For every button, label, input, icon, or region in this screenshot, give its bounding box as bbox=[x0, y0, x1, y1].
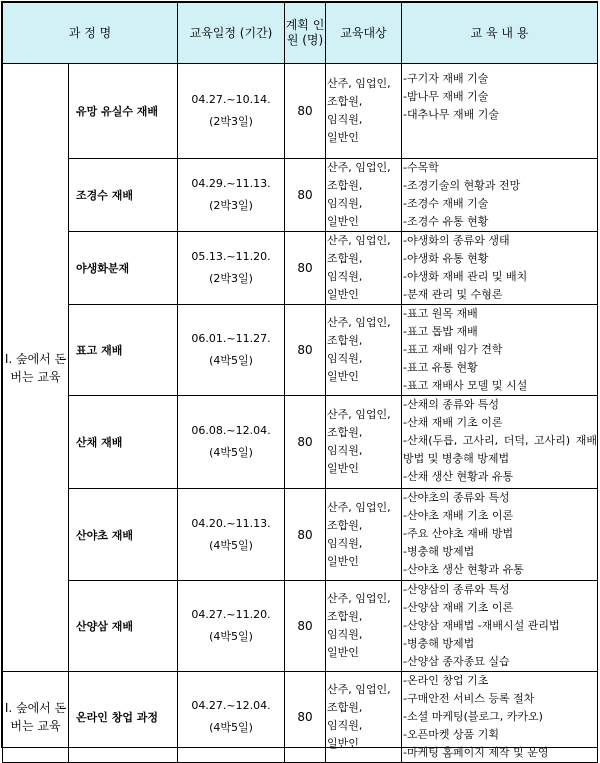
content-line: -수목학 bbox=[403, 161, 439, 174]
schedule-cell bbox=[178, 232, 285, 305]
target-line: 산주, 임업인, bbox=[327, 408, 391, 421]
content-line: -야생화 유통 현황 bbox=[403, 252, 489, 265]
header-row bbox=[3, 3, 598, 64]
content-line: -산야초의 종류와 특성 bbox=[403, 491, 510, 504]
schedule-dates: 04.27.~10.14. bbox=[191, 93, 271, 106]
content-cell bbox=[402, 396, 598, 489]
target-line: 임직원, bbox=[327, 444, 363, 457]
table-row bbox=[3, 396, 598, 489]
capacity-cell: 80 bbox=[285, 489, 326, 581]
content-line: -온라인 창업 기초 bbox=[403, 674, 489, 687]
schedule-dates: 04.20.~11.13. bbox=[191, 516, 271, 530]
content-line: -대추나무 재배 기술 bbox=[403, 108, 499, 121]
target-line: 일반인 bbox=[327, 554, 359, 568]
target-line: 산주, 임업인, bbox=[327, 234, 391, 247]
content-line: -오픈마켓 상품 기획 bbox=[403, 728, 499, 741]
target-line: 임직원, bbox=[327, 719, 363, 732]
target-cell bbox=[326, 396, 402, 489]
target-line: 조합원, bbox=[327, 426, 363, 439]
capacity-cell: 80 bbox=[285, 232, 326, 305]
schedule-dates: 04.27.~11.20. bbox=[191, 608, 271, 621]
target-line: 조합원, bbox=[327, 179, 363, 192]
content-line: -산양삼 종자종묘 실습 bbox=[403, 655, 510, 668]
education-schedule-table bbox=[2, 2, 598, 763]
schedule-duration: (2박3일) bbox=[209, 199, 253, 212]
content-line: -야생화의 종류와 생태 bbox=[403, 234, 510, 247]
content-line: -마케팅 홈페이지 제작 및 운영 bbox=[403, 746, 549, 759]
schedule-duration: (4박5일) bbox=[209, 354, 253, 367]
content-line: -구기자 재배 기술 bbox=[403, 72, 489, 85]
schedule-cell bbox=[178, 581, 285, 672]
target-line: 임직원, bbox=[327, 628, 363, 641]
schedule-dates: 05.13.~11.20. bbox=[191, 250, 271, 263]
target-line: 조합원, bbox=[327, 701, 363, 714]
content-line: -구매안전 서비스 등록 절차 bbox=[403, 692, 535, 705]
target-line: 일반인 bbox=[327, 370, 359, 383]
schedule-duration: (4박5일) bbox=[209, 446, 253, 459]
capacity-cell: 80 bbox=[285, 159, 326, 232]
schedule-cell bbox=[178, 672, 285, 763]
target-line: 조합원, bbox=[327, 252, 363, 265]
course-name: 산야초 재배 bbox=[69, 489, 178, 581]
content-line: -산양삼 재배 기초 이론 bbox=[403, 601, 514, 614]
target-cell bbox=[326, 581, 402, 672]
category-cell: Ⅰ. 숲에서 돈 버는 교육 bbox=[3, 64, 69, 672]
schedule-cell bbox=[178, 489, 285, 581]
target-line: 일반인 bbox=[327, 288, 359, 301]
schedule-cell bbox=[178, 396, 285, 489]
course-name: 유망 유실수 재배 bbox=[69, 64, 178, 159]
header-capacity: 계획 인원 (명) bbox=[285, 3, 326, 64]
content-line: -분재 관리 및 수형론 bbox=[403, 288, 503, 301]
table-row bbox=[3, 159, 598, 232]
capacity-cell: 80 bbox=[285, 581, 326, 672]
content-line: -병충해 방제법 bbox=[403, 545, 475, 558]
schedule-duration: (4박5일) bbox=[209, 721, 253, 734]
content-line: -산양삼의 종류와 특성 bbox=[403, 583, 510, 596]
header-content: 교 육 내 용 bbox=[402, 3, 598, 64]
target-line: 임직원, bbox=[327, 197, 363, 210]
target-cell bbox=[326, 159, 402, 232]
content-line: -병충해 방제법 bbox=[403, 637, 475, 650]
education-schedule-table-frame bbox=[1, 1, 598, 759]
schedule-duration: (4박5일) bbox=[209, 630, 253, 643]
table-row bbox=[3, 305, 598, 396]
schedule-duration: (4박5일) bbox=[209, 538, 253, 552]
target-line: 산주, 임업인, bbox=[327, 316, 391, 329]
target-cell bbox=[326, 64, 402, 159]
table-row bbox=[3, 489, 598, 581]
schedule-duration: (2박3일) bbox=[209, 115, 253, 128]
target-cell bbox=[326, 305, 402, 396]
capacity-cell: 80 bbox=[285, 305, 326, 396]
content-cell bbox=[402, 159, 598, 232]
course-name: 산채 재배 bbox=[69, 396, 178, 489]
table-row bbox=[3, 64, 598, 159]
content-cell bbox=[402, 305, 598, 396]
content-cell bbox=[402, 64, 598, 159]
target-line: 일반인 bbox=[327, 215, 359, 228]
capacity-cell: 80 bbox=[285, 396, 326, 489]
target-line: 임직원, bbox=[327, 270, 363, 283]
schedule-cell bbox=[178, 64, 285, 159]
schedule-cell bbox=[178, 159, 285, 232]
target-cell bbox=[326, 489, 402, 581]
content-line: -표고 재배사 모델 및 시설 bbox=[403, 379, 528, 392]
table-row bbox=[3, 672, 598, 763]
content-line: -표고 원목 재배 bbox=[403, 307, 478, 320]
schedule-cell bbox=[178, 305, 285, 396]
header-schedule: 교육일정 (기간) bbox=[178, 3, 285, 64]
target-cell bbox=[326, 232, 402, 305]
schedule-dates: 04.29.~11.13. bbox=[191, 177, 271, 190]
course-name: 야생화분재 bbox=[69, 232, 178, 305]
content-line: -산채 재배 기초 이론 bbox=[403, 416, 503, 429]
content-cell bbox=[402, 672, 598, 763]
target-cell bbox=[326, 672, 402, 763]
content-cell bbox=[402, 489, 598, 581]
target-line: 조합원, bbox=[327, 610, 363, 623]
content-cell bbox=[402, 232, 598, 305]
content-line: -야생화 재배 관리 및 배치 bbox=[403, 270, 528, 283]
header-target: 교육대상 bbox=[326, 3, 402, 64]
target-line: 조합원, bbox=[327, 95, 363, 108]
table-row bbox=[3, 581, 598, 672]
content-line: -조경기술의 현황과 전망 bbox=[403, 179, 521, 192]
content-line: -조경수 유통 현황 bbox=[403, 215, 489, 228]
target-line: 임직원, bbox=[327, 113, 363, 126]
schedule-dates: 06.08.~12.04. bbox=[191, 424, 271, 437]
schedule-duration: (2박3일) bbox=[209, 272, 253, 285]
target-line: 산주, 임업인, bbox=[327, 592, 391, 605]
content-line: -표고 톱밥 재배 bbox=[403, 325, 478, 338]
content-line: -산채 생산 현황과 유통 bbox=[403, 470, 514, 483]
target-line: 산주, 임업인, bbox=[327, 161, 391, 174]
content-line: -산채(두릅, 고사리, 더덕, 고사리) 재배 방법 및 병충해 방제법 bbox=[403, 434, 597, 465]
content-line: -표고 재배 임가 견학 bbox=[403, 343, 503, 356]
target-line: 조합원, bbox=[327, 518, 363, 532]
content-line: -밤나무 재배 기술 bbox=[403, 90, 489, 103]
target-line: 산주, 임업인, bbox=[327, 77, 391, 90]
content-line: -산야초 재배 기초 이론 bbox=[403, 509, 514, 522]
header-course-name: 과 정 명 bbox=[3, 3, 178, 64]
target-line: 임직원, bbox=[327, 352, 363, 365]
schedule-dates: 04.27.~12.04. bbox=[191, 699, 271, 712]
course-name: 온라인 창업 과정 bbox=[69, 672, 178, 763]
course-name: 산양삼 재배 bbox=[69, 581, 178, 672]
capacity-cell: 80 bbox=[285, 672, 326, 763]
content-line: -주요 산야초 재배 방법 bbox=[403, 527, 514, 540]
target-line: 산주, 임업인, bbox=[327, 683, 391, 696]
target-line: 일반인 bbox=[327, 131, 359, 144]
content-line: -산채의 종류와 특성 bbox=[403, 398, 499, 411]
course-name: 조경수 재배 bbox=[69, 159, 178, 232]
table-row bbox=[3, 232, 598, 305]
schedule-dates: 06.01.~11.27. bbox=[191, 332, 271, 345]
target-line: 일반인 bbox=[327, 737, 359, 750]
content-line: -조경수 재배 기술 bbox=[403, 197, 489, 210]
content-line: -산양삼 재배법 -재배시설 관리법 bbox=[403, 619, 560, 632]
category-cell: Ⅰ. 숲에서 돈 버는 교육 bbox=[3, 672, 69, 763]
content-line: -소셜 마케팅(블로그, 카카오) bbox=[403, 710, 543, 723]
target-line: 일반인 bbox=[327, 646, 359, 659]
target-line: 조합원, bbox=[327, 334, 363, 347]
target-line: 임직원, bbox=[327, 536, 363, 550]
content-line: -산야초 생산 현황과 유통 bbox=[403, 563, 524, 576]
content-cell bbox=[402, 581, 598, 672]
content-line: -표고 유통 현황 bbox=[403, 361, 478, 374]
target-line: 산주, 임업인, bbox=[327, 500, 391, 514]
course-name: 표고 재배 bbox=[69, 305, 178, 396]
target-line: 일반인 bbox=[327, 462, 359, 475]
capacity-cell: 80 bbox=[285, 64, 326, 159]
